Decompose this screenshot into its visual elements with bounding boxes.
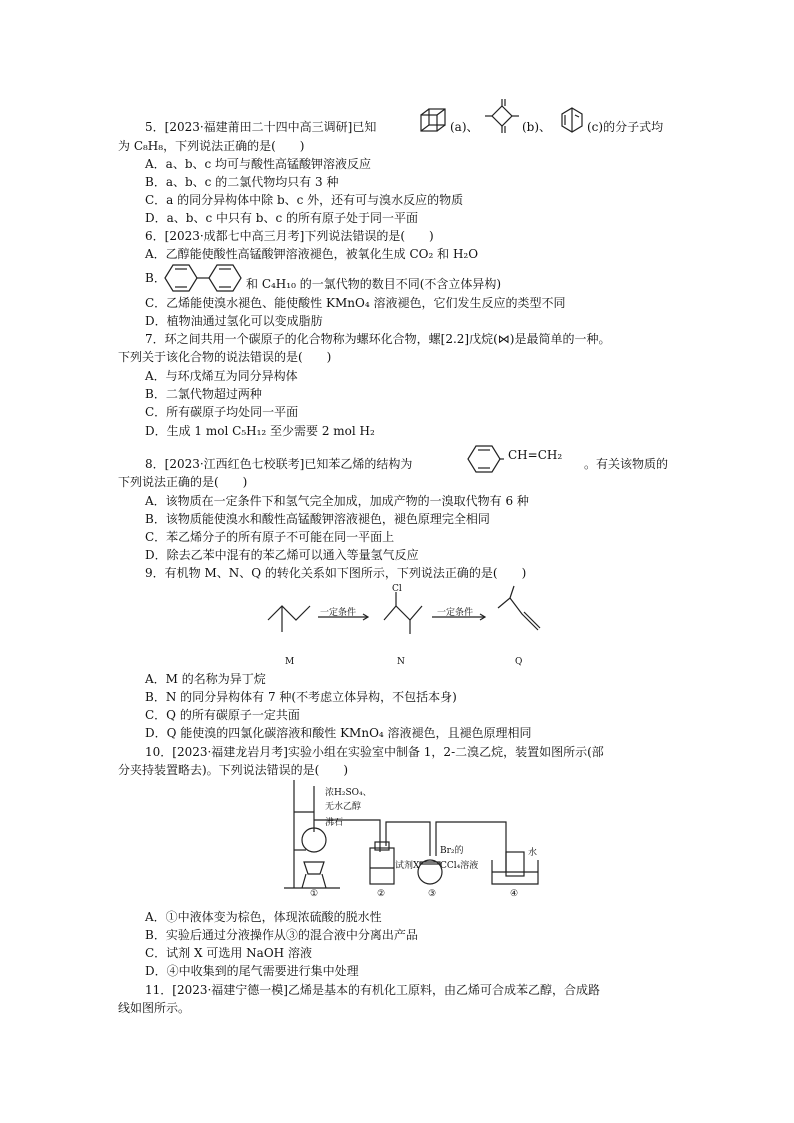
q5-stem-line2: 为 C₈H₈，下列说法正确的是( ) xyxy=(118,139,305,153)
q9-condition-1: 一定条件 xyxy=(320,608,357,618)
q8-stem-pre: 8．[2023·江西红色七校联考]已知苯乙烯的结构为 xyxy=(145,457,413,471)
q6-option-b-text: 和 C₄H₁₀ 的一氯代物的数目不同(不含立体异构) xyxy=(246,277,502,291)
q10-apparatus-diagram xyxy=(280,776,560,900)
q7-option-c: C．所有碳原子均处同一平面 xyxy=(145,405,299,419)
q8-stem-post: 。有关该物质的 xyxy=(584,457,669,471)
q10-label-ethanol: 无水乙醇 xyxy=(325,802,362,812)
q8-option-a: A．该物质在一定条件下和氢气完全加成，加成产物的一溴取代物有 6 种 xyxy=(145,494,529,508)
q8-option-b: B．该物质能使溴水和酸性高锰酸钾溶液褪色，褪色原理完全相同 xyxy=(145,512,490,526)
q5-stem-pre: 5．[2023·福建莆田二十四中高三调研]已知 xyxy=(145,120,377,134)
q9-label-q: Q xyxy=(515,657,523,667)
q6-option-d: D．植物油通过氢化可以变成脂肪 xyxy=(145,314,323,328)
q10-label-3: ③ xyxy=(428,889,437,899)
q9-molecule-m xyxy=(268,606,310,620)
q9-chlorine-label: Cl xyxy=(392,584,402,594)
q5-label-b: (b)、 xyxy=(522,120,552,134)
q10-stem-line1: 10．[2023·福建龙岩月考]实验小组在实验室中制备 1，2-二溴乙烷，装置如图所示(部 xyxy=(145,745,604,759)
q8-styrene-benzene-ring xyxy=(464,442,504,476)
q7-stem-line1: 7．环之间共用一个碳原子的化合物称为螺环化合物，螺[2.2]戊烷(⋈)是最简单的一种。 xyxy=(145,332,611,346)
q9-option-a: A．M 的名称为异丁烷 xyxy=(145,672,266,686)
q6-option-b-prefix: B． xyxy=(145,271,166,285)
q10-label-4: ④ xyxy=(510,889,519,899)
q9-label-m: M xyxy=(285,657,295,667)
q11-stem-line1: 11．[2023·福建宁德一模]乙烯是基本的有机化工原料，由乙烯可合成苯乙醇，合成路 xyxy=(145,983,600,997)
q5-label-a: (a)、 xyxy=(450,120,479,134)
q9-stem: 9．有机物 M、N、Q 的转化关系如下图所示，下列说法正确的是( ) xyxy=(145,566,527,580)
q8-styrene-vinyl: CH=CH₂ xyxy=(508,448,563,462)
q10-label-boiling-stone: 沸石 xyxy=(325,818,344,828)
q10-label-br2: Br₂的 xyxy=(440,846,464,856)
q7-option-d: D．生成 1 mol C₅H₁₂ 至少需要 2 mol H₂ xyxy=(145,424,375,438)
q9-option-d: D．Q 能使溴的四氯化碳溶液和酸性 KMnO₄ 溶液褪色，且褪色原理相同 xyxy=(145,726,532,740)
q7-option-b: B．二氯代物超过两种 xyxy=(145,387,262,401)
q8-option-d: D．除去乙苯中混有的苯乙烯可以通入等量氢气反应 xyxy=(145,548,419,562)
q5-stem-line1 xyxy=(145,120,376,135)
q10-label-ccl4: CCl₄溶液 xyxy=(440,861,479,871)
q6-biphenyl-structure xyxy=(160,262,246,294)
q5-structure-a-cube xyxy=(418,106,448,134)
q10-option-c: C．试剂 X 可选用 NaOH 溶液 xyxy=(145,946,312,960)
q10-option-d: D．④中收集到的尾气需要进行集中处理 xyxy=(145,964,359,978)
q5-option-c: C．a 的同分异构体中除 b、c 外，还有可与溴水反应的物质 xyxy=(145,193,464,207)
q10-label-water: 水 xyxy=(528,848,538,858)
q10-label-2: ② xyxy=(377,889,386,899)
q8-stem-line2: 下列说法正确的是( ) xyxy=(118,475,248,489)
q5-option-d: D．a、b、c 中只有 b、c 的所有原子处于同一平面 xyxy=(145,211,419,225)
q10-stem-line2: 分夹持装置略去)。下列说法错误的是( ) xyxy=(118,763,349,777)
q10-option-b: B．实验后通过分液操作从③的混合液中分离出产品 xyxy=(145,928,418,942)
q10-option-a: A．①中液体变为棕色，体现浓硫酸的脱水性 xyxy=(145,910,382,924)
q9-option-c: C．Q 的所有碳原子一定共面 xyxy=(145,708,300,722)
q5-structure-c xyxy=(558,105,586,133)
q10-label-acid: 浓H₂SO₄、 xyxy=(325,788,372,798)
q5-structure-b xyxy=(484,98,520,134)
q10-label-1: ① xyxy=(310,889,319,899)
q9-molecule-q xyxy=(498,598,538,630)
q9-option-b: B．N 的同分异构体有 7 种(不考虑立体异构，不包括本身) xyxy=(145,690,457,704)
q8-option-c: C．苯乙烯分子的所有原子不可能在同一平面上 xyxy=(145,530,395,544)
q11-stem-line2: 线如图所示。 xyxy=(118,1001,191,1015)
q7-option-a: A．与环戊烯互为同分异构体 xyxy=(145,369,298,383)
q6-stem: 6．[2023·成都七中高三月考]下列说法错误的是( ) xyxy=(145,229,434,243)
q5-option-b: B．a、b、c 的二氯代物均只有 3 种 xyxy=(145,175,339,189)
q7-stem-line2: 下列关于该化合物的说法错误的是( ) xyxy=(118,350,332,364)
q9-label-n: N xyxy=(397,657,405,667)
q5-label-c: (c)的分子式均 xyxy=(587,120,664,134)
q6-option-c: C．乙烯能使溴水褪色、能使酸性 KMnO₄ 溶液褪色，它们发生反应的类型不同 xyxy=(145,296,566,310)
q9-condition-2: 一定条件 xyxy=(437,608,474,618)
q9-molecule-n xyxy=(384,606,422,620)
q10-label-reagent-x: 试剂X xyxy=(395,861,420,871)
q6-option-a: A．乙醇能使酸性高锰酸钾溶液褪色，被氧化生成 CO₂ 和 H₂O xyxy=(145,247,479,261)
q5-option-a: A．a、b、c 均可与酸性高锰酸钾溶液反应 xyxy=(145,157,372,171)
q9-reaction-scheme xyxy=(260,584,560,644)
